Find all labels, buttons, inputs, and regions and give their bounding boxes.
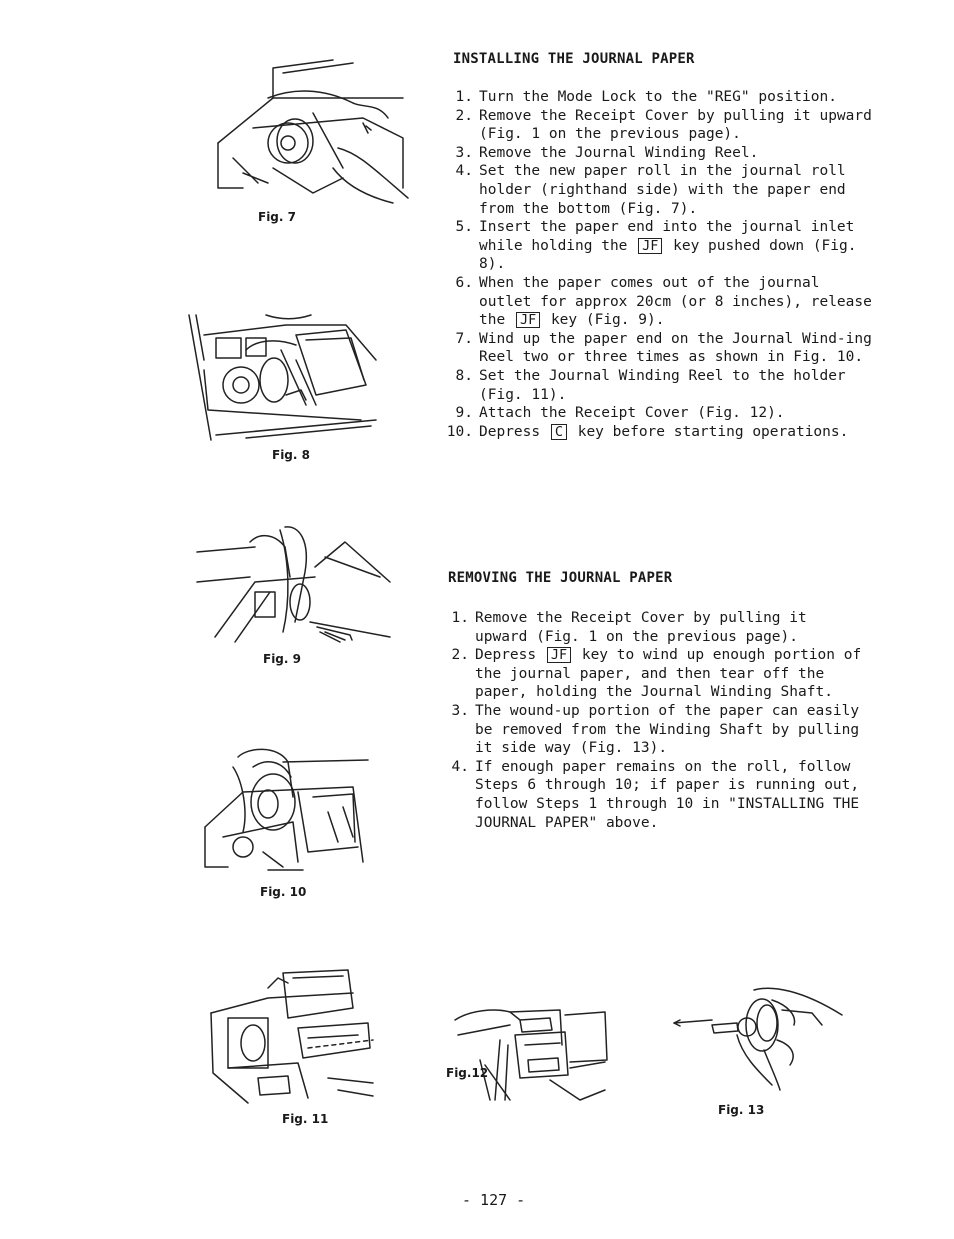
installing-step-6: 6. When the paper comes out of the journal outlet for approx 20cm (or 8 inches), release the JF key (Fig. 9). [455, 274, 872, 329]
removing-step-2: 2. Depress JF key to wind up enough portion of the journal paper, and then tear off the paper, holding the Journal Winding Shaft. [451, 647, 862, 701]
figure-7-illustration [213, 58, 413, 206]
installing-steps-list [446, 88, 872, 441]
figure-13-illustration [672, 985, 847, 1095]
figure-11-caption: Fig. 11 [282, 1112, 329, 1126]
figure-12-illustration [450, 1000, 610, 1105]
installing-section-title: INSTALLING THE JOURNAL PAPER [453, 51, 695, 67]
installing-step-3: 3. Remove the Journal Winding Reel. [455, 144, 759, 161]
removing-step-4: 4. If enough paper remains on the roll, follow Steps 6 through 10; if paper is running out, follow Steps 1 through 10 in "INSTALLING THE JOURNAL PAPER" above. [451, 758, 860, 831]
figure-12-caption: Fig.12 [446, 1066, 489, 1080]
removing-step-1: 1. Remove the Receipt Cover by pulling it upward (Fig. 1 on the previous page). [451, 610, 807, 645]
installing-step-4: 4. Set the new paper roll in the journal roll holder (righthand side) with the paper end from the bottom (Fig. 7). [455, 163, 846, 217]
figure-8-caption: Fig. 8 [272, 448, 310, 462]
installing-step-7: 7. Wind up the paper end on the Journal Wind-ing Reel two or three times as shown in Fig. 10. [455, 330, 872, 366]
figure-9-caption: Fig. 9 [263, 652, 301, 666]
removing-steps-list [442, 609, 866, 832]
installing-step-5: 5. Insert the paper end into the journal inlet while holding the JF key pushed down (Fig. 8). [455, 219, 857, 273]
figure-10-caption: Fig. 10 [260, 885, 307, 899]
figure-10-illustration [203, 742, 369, 874]
jf-key-label: JF [516, 312, 540, 328]
installing-step-9: 9. Attach the Receipt Cover (Fig. 12). [455, 405, 785, 422]
figure-13-caption: Fig. 13 [718, 1103, 765, 1117]
jf-key-label: JF [547, 647, 571, 663]
installing-step-1: 1. Turn the Mode Lock to the "REG" position. [455, 89, 837, 105]
c-key-label: C [551, 424, 567, 440]
figure-7-caption: Fig. 7 [258, 210, 296, 224]
installing-step-8: 8. Set the Journal Winding Reel to the holder (Fig. 11). [455, 367, 846, 403]
removing-section-title: REMOVING THE JOURNAL PAPER [448, 570, 673, 586]
jf-key-label: JF [638, 238, 662, 254]
figure-9-illustration [195, 522, 395, 647]
removing-step-3: 3. The wound-up portion of the paper can easily be removed from the Winding Shaft by pulling it side way (Fig. 13). [451, 702, 860, 757]
installing-step-2: 2. Remove the Receipt Cover by pulling it upward (Fig. 1 on the previous page). [455, 107, 872, 143]
figure-8-illustration [186, 310, 378, 445]
figure-11-illustration [208, 968, 374, 1108]
page-number: - 127 - [462, 1191, 526, 1209]
installing-step-10: 10. Depress C key before starting operations. [446, 423, 849, 440]
